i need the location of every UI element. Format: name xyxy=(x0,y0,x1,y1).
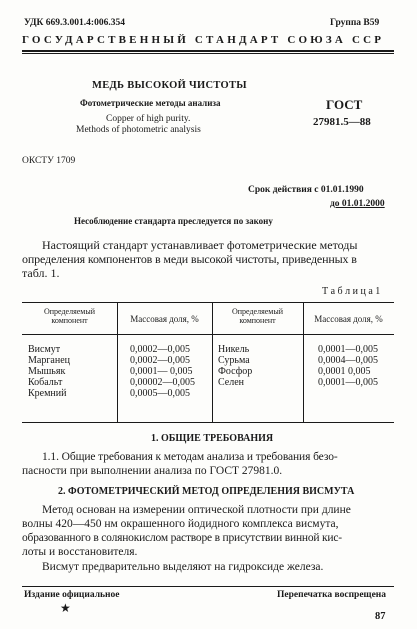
section-2-p1-line-4: лоты и восстановителя. xyxy=(22,546,138,558)
component-name: Марганец xyxy=(28,355,71,366)
table-top-border xyxy=(22,302,394,303)
english-subtitle: Methods of photometric analysis xyxy=(76,125,201,135)
mass-range: 0,00002—0,005 xyxy=(130,377,195,388)
table-caption: Т а б л и ц а 1 xyxy=(322,286,381,297)
mass-range: 0,0002—0,005 xyxy=(130,355,190,366)
udk-code: УДК 669.3.001.4:006.354 xyxy=(24,18,125,28)
gost-label: ГОСТ xyxy=(326,97,363,112)
component-name: Фосфор xyxy=(218,366,253,377)
header-rule-bottom xyxy=(22,53,394,54)
table-header-mass-1: Массовая доля, % xyxy=(130,314,199,324)
mass-range: 0,0001—0,005 xyxy=(318,344,378,355)
header-rule-top xyxy=(22,50,394,52)
section-1-heading: 1. ОБЩИЕ ТРЕБОВАНИЯ xyxy=(151,433,274,444)
component-name: Сурьма xyxy=(218,355,250,366)
table-header-mass-2: Массовая доля, % xyxy=(314,314,383,324)
intro-line-3: табл. 1. xyxy=(22,266,60,280)
table-bottom-border xyxy=(22,422,394,423)
mass-range: 0,0005—0,005 xyxy=(130,388,190,399)
legal-notice: Несоблюдение стандарта преследуется по закону xyxy=(74,216,273,226)
section-2-p1-line-3: образованного в солянокислом растворе в присутствии винной кис- xyxy=(22,532,342,544)
document-subtitle: Фотометрические методы анализа xyxy=(80,98,221,108)
star-icon: ★ xyxy=(60,601,71,615)
component-name: Висмут xyxy=(28,344,61,355)
english-title: Copper of high purity. xyxy=(106,114,191,124)
mass-range: 0,0004—0,005 xyxy=(318,355,378,366)
validity-start: Срок действия с 01.01.1990 xyxy=(248,185,364,195)
mass-range: 0,0001— 0,005 xyxy=(130,366,193,377)
section-1-line-1: 1.1. Общие требования к методам анализа и требования безо- xyxy=(42,451,338,463)
standard-title: ГОСУДАРСТВЕННЫЙ СТАНДАРТ СОЮЗА ССР xyxy=(22,34,385,46)
okstu-code: ОКСТУ 1709 xyxy=(22,156,76,166)
section-2-p1-line-1: Метод основан на измерении оптической плотности при длине xyxy=(42,504,351,516)
official-edition: Издание официальное xyxy=(24,590,120,600)
validity-end: до 01.01.2000 xyxy=(330,199,385,209)
component-name: Селен xyxy=(218,377,245,388)
footer-rule xyxy=(22,586,394,587)
document-title: МЕДЬ ВЫСОКОЙ ЧИСТОТЫ xyxy=(92,80,247,91)
mass-range: 0,0001—0,005 xyxy=(318,377,378,388)
mass-range: 0,0002—0,005 xyxy=(130,344,190,355)
intro-line-2: определения компонентов в меди высокой чистоты, приведенных в xyxy=(22,252,357,266)
header-text: Определяемый xyxy=(231,307,284,316)
component-name: Кобальт xyxy=(28,377,63,388)
intro-line-1: Настоящий стандарт устанавливает фотометрические методы xyxy=(42,238,358,252)
page-number: 87 xyxy=(375,611,386,622)
component-name: Никель xyxy=(218,344,250,355)
header-text: компонент xyxy=(239,316,276,325)
gost-number: 27981.5—88 xyxy=(313,116,371,128)
table-header-component-1 xyxy=(22,307,117,325)
mass-range: 0,0001 0,005 xyxy=(318,366,371,377)
reprint-notice: Перепечатка воспрещена xyxy=(277,590,387,600)
component-name: Мышьяк xyxy=(28,366,66,377)
header-text: компонент xyxy=(51,316,88,325)
table-header-border xyxy=(22,334,394,335)
section-2-p2: Висмут предварительно выделяют на гидроксиде железа. xyxy=(42,561,324,573)
group-code: Группа В59 xyxy=(330,18,380,28)
table-header-component-2 xyxy=(212,307,303,325)
component-name: Кремний xyxy=(28,388,67,399)
header-text: Определяемый xyxy=(43,307,96,316)
section-2-p1-line-2: волны 420—450 нм окрашенного йодидного комплекса висмута, xyxy=(22,518,339,530)
section-2-heading: 2. ФОТОМЕТРИЧЕСКИЙ МЕТОД ОПРЕДЕЛЕНИЯ ВИСМУТА xyxy=(58,486,355,497)
section-1-line-2: пасности при выполнении анализа по ГОСТ 27981.0. xyxy=(22,465,283,477)
